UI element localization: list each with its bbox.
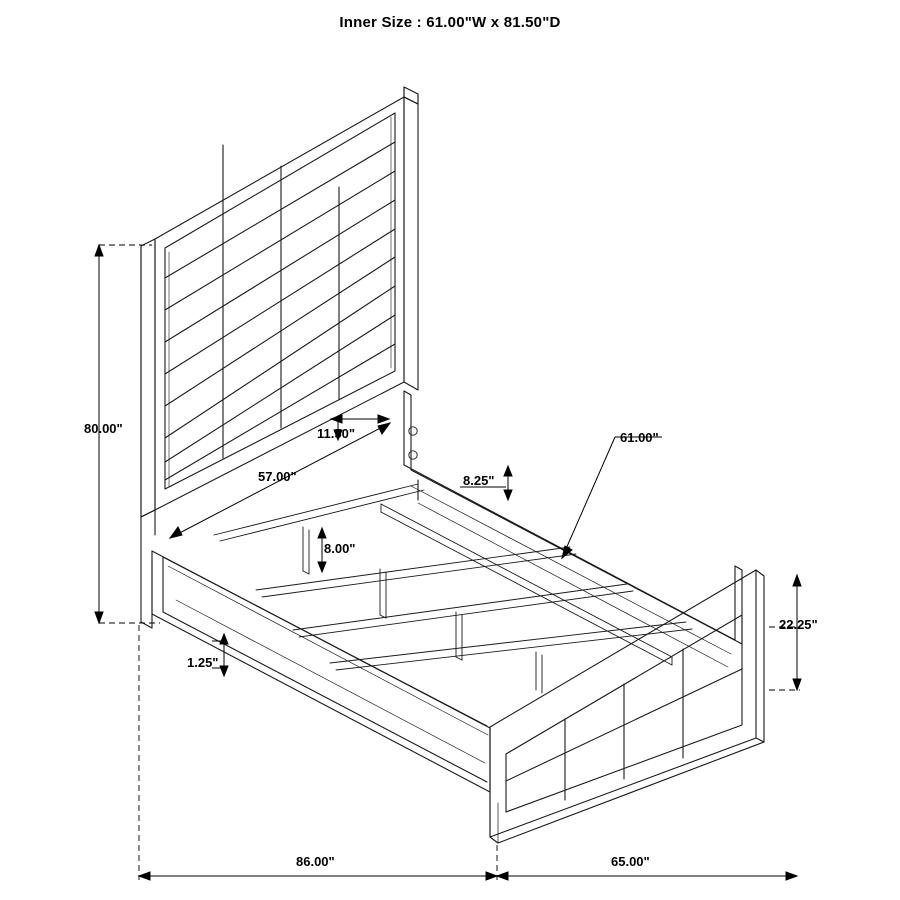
dimension-label-overall-length: 86.00" <box>296 854 335 869</box>
dimension-label-rail-thickness: 1.25" <box>187 655 219 670</box>
dimension-label-inner-width: 57.00" <box>258 469 297 484</box>
headboard-leg <box>141 510 155 628</box>
bed-frame-rails <box>152 391 742 792</box>
footboard-group <box>490 570 764 843</box>
dimension-label-side-rail-to-slat: 8.25" <box>463 473 495 488</box>
dimension-label-overall-depth: 65.00" <box>611 854 650 869</box>
dimension-label-footboard-height: 22.25" <box>779 617 818 632</box>
dimension-label-headboard-post-width: 11.50" <box>317 426 355 441</box>
page-title: Inner Size : 61.00"W x 81.50"D <box>339 14 561 31</box>
slat-support-system <box>214 427 692 693</box>
dimension-label-headboard-height: 80.00" <box>84 421 123 436</box>
dimline-61 <box>562 437 662 558</box>
dimline-2225 <box>793 575 801 690</box>
dimension-label-footboard-width: 61.00" <box>620 430 659 445</box>
dimline-65 <box>497 872 797 880</box>
headboard-group <box>141 87 418 517</box>
dimline-86 <box>139 872 497 880</box>
dimension-label-slat-leg-height: 8.00" <box>324 541 356 556</box>
